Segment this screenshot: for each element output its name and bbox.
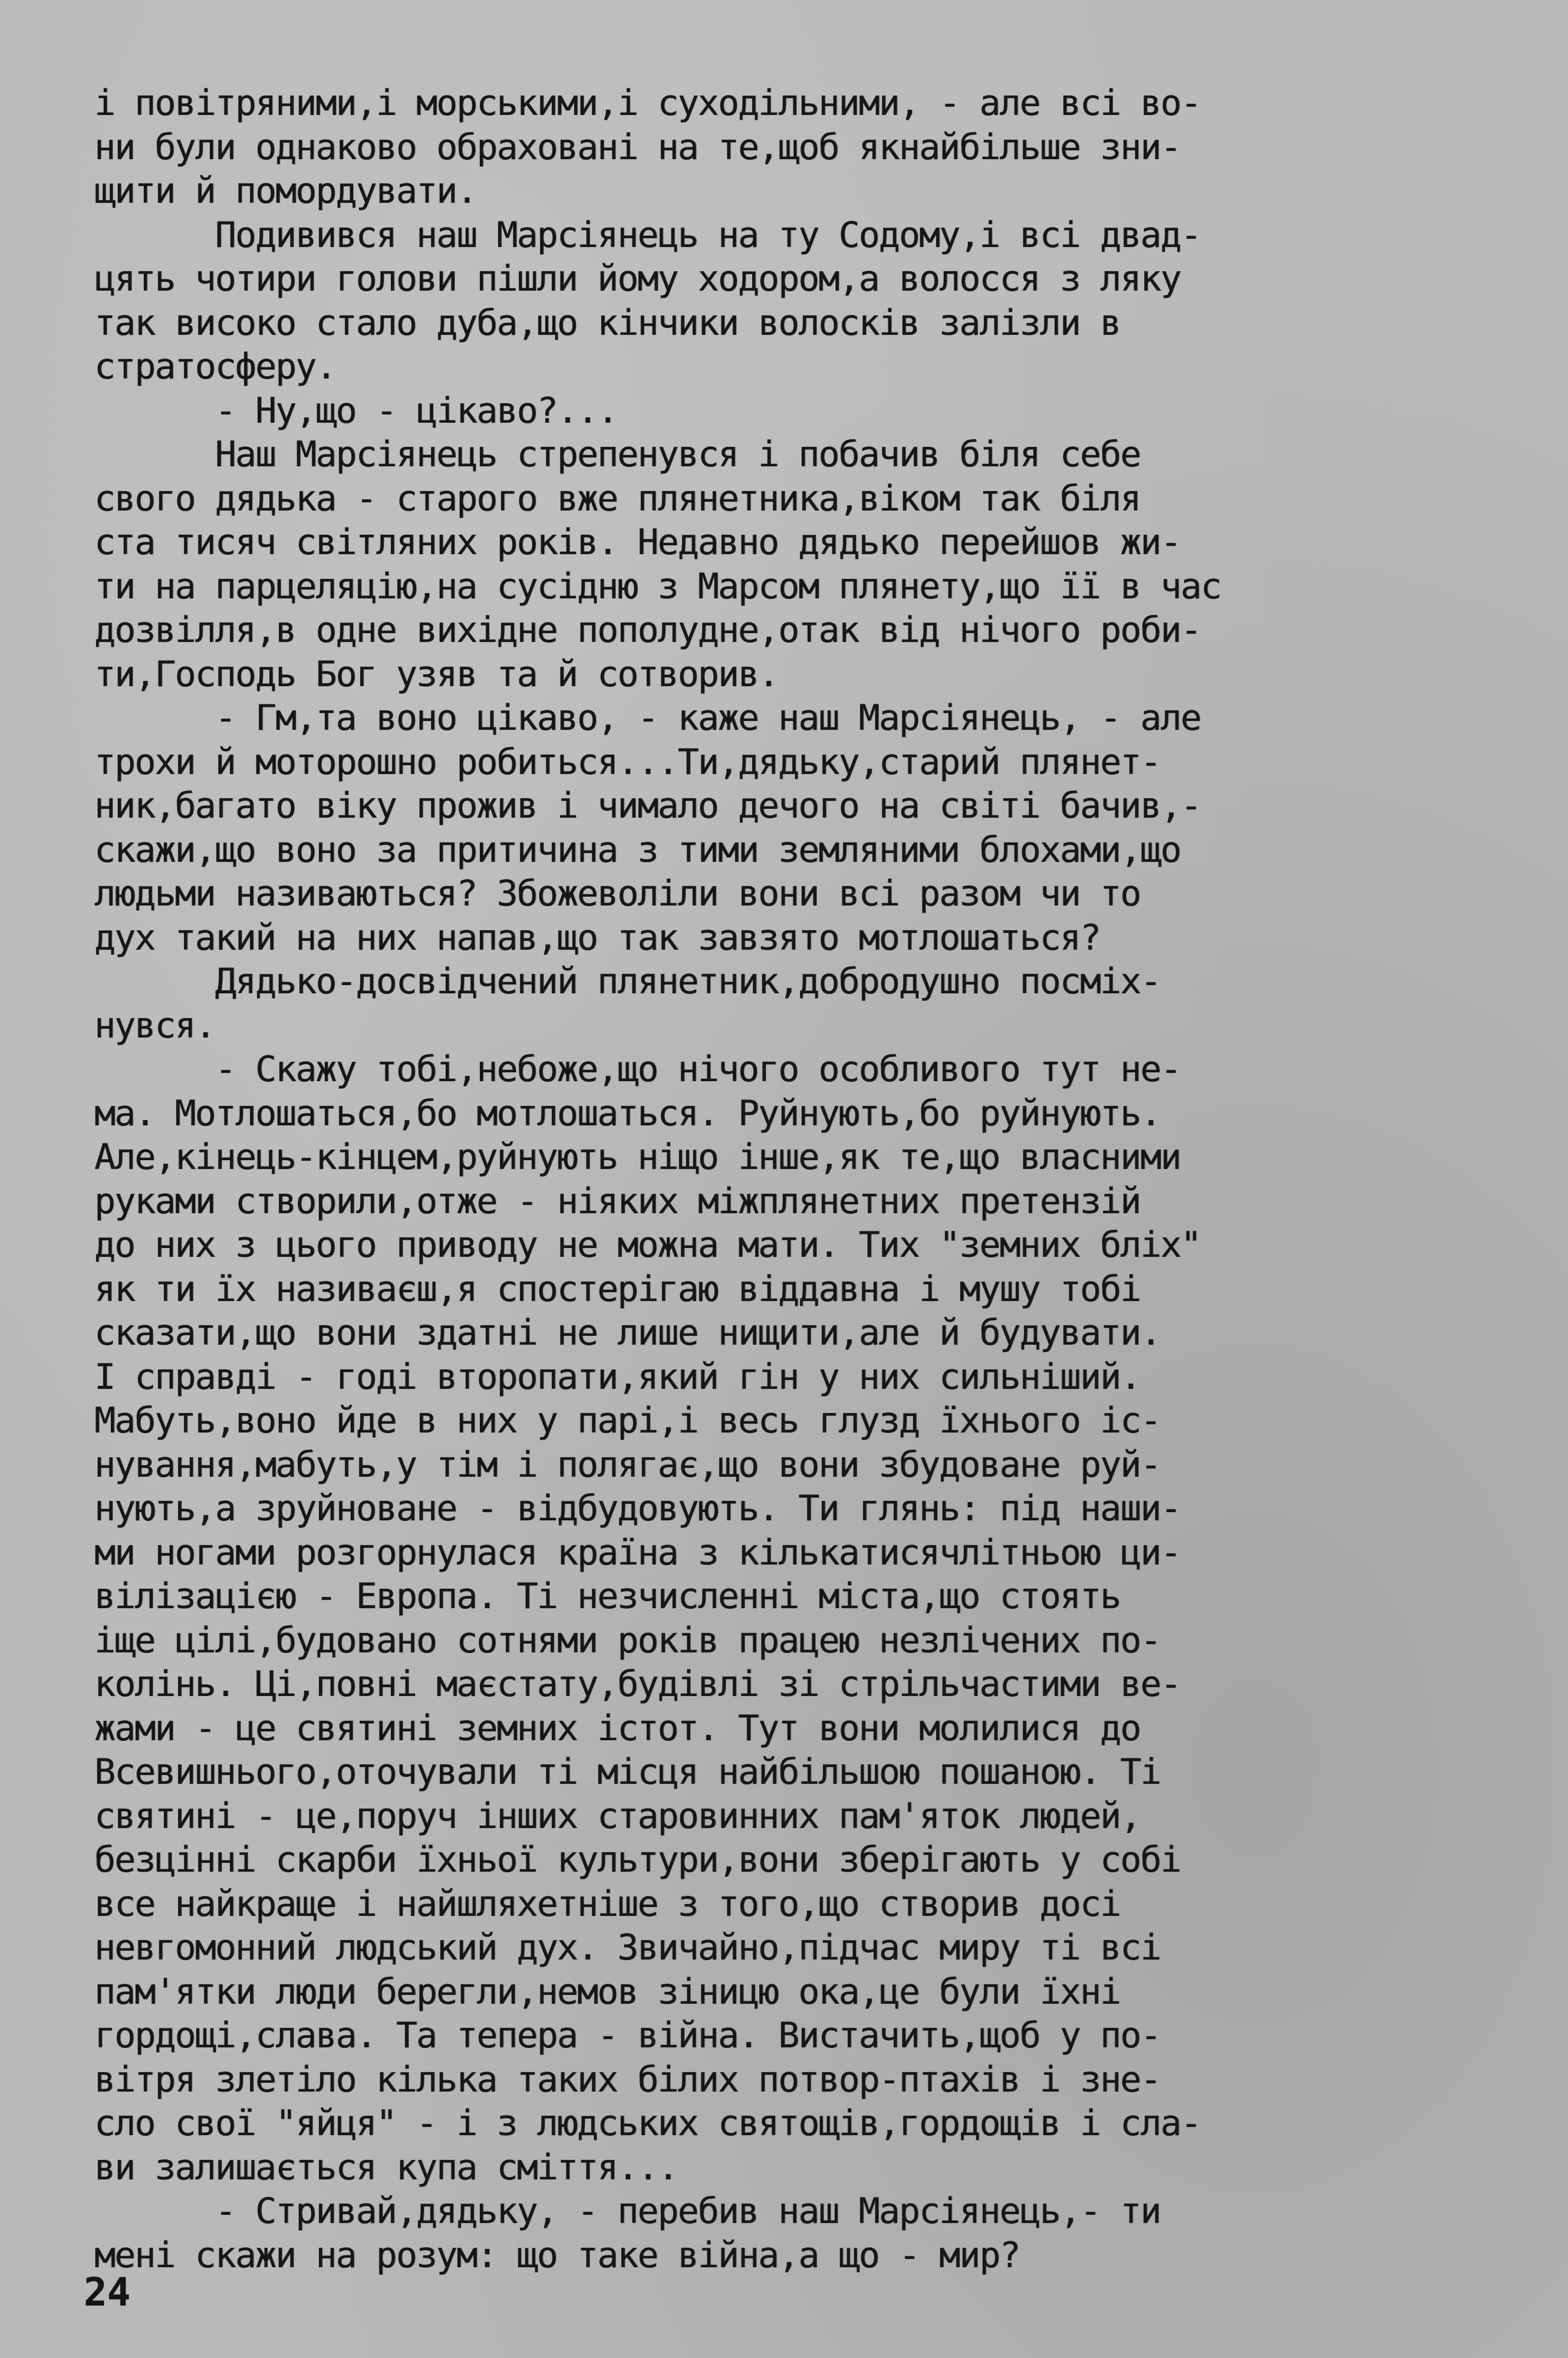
text-line: ник,багато віку прожив і чимало дечого на світі бачив,- xyxy=(94,785,1201,826)
text-line: безцінні скарби їхньої культури,вони зберігають у собі xyxy=(94,1839,1181,1881)
text-line: так високо стало дуба,що кінчики волосків залізли в xyxy=(94,302,1121,344)
text-line: дозвілля,в одне вихідне пополудне,отак від нічого роби- xyxy=(94,610,1201,651)
text-line: - Гм,та воно цікаво, - каже наш Марсіянець, - але xyxy=(94,697,1201,739)
text-line: нувся. xyxy=(94,1005,215,1046)
text-line: дух такий на них напав,що так завзято мотлошаться? xyxy=(94,917,1101,959)
text-line: людьми називаються? Збожеволіли вони всі разом чи то xyxy=(94,873,1141,914)
text-line: ма. Мотлошаться,бо мотлошаться. Руйнують,бо руйнують. xyxy=(94,1092,1161,1134)
text-line: святині - це,поруч інших старовинних пам'яток людей, xyxy=(94,1795,1141,1837)
text-line: вітря злетіло кілька таких білих потвор-птахів і зне- xyxy=(94,2059,1161,2100)
text-line: Наш Марсіянець стрепенувся і побачив біля себе xyxy=(94,434,1141,475)
text-line: Дядько-досвідчений плянетник,добродушно посміх- xyxy=(94,961,1161,1002)
text-line: іще цілі,будовано сотнями років працею незлічених по- xyxy=(94,1619,1161,1661)
text-line: свого дядька - старого вже плянетника,віком так біля xyxy=(94,477,1141,519)
text-line: жами - це святині земних істот. Тут вони молилися до xyxy=(94,1707,1141,1749)
text-line: все найкраще і найшляхетніше з того,що створив досі xyxy=(94,1883,1121,1925)
text-line: і повітряними,і морськими,і суходільними, - але всі во- xyxy=(94,83,1201,124)
text-line: ти,Господь Бог узяв та й сотворив. xyxy=(94,653,779,695)
text-line: нують,а зруйноване - відбудовують. Ти глянь: під наши- xyxy=(94,1488,1181,1529)
text-line: ви залишається купа сміття... xyxy=(94,2146,678,2188)
text-line: невгомонний людський дух. Звичайно,підчас миру ті всі xyxy=(94,1927,1161,1968)
text-line: сло свої "яйця" - і з людських святощів,гордощів і сла- xyxy=(94,2103,1201,2144)
text-line: Подивився наш Марсіянець на ту Содому,і всі двад- xyxy=(94,214,1201,256)
text-line: пам'ятки люди берегли,немов зіницю ока,це були їхні xyxy=(94,1971,1121,2013)
text-line: - Ну,що - цікаво?... xyxy=(94,390,618,432)
text-line: трохи й моторошно робиться...Ти,дядьку,старий плянет- xyxy=(94,741,1161,783)
text-line: як ти їх називаєш,я спостерігаю віддавна і мушу тобі xyxy=(94,1268,1141,1310)
text-line: вілізацією - Европа. Ті незчисленні міста,що стоять xyxy=(94,1576,1121,1617)
text-line: колінь. Ці,повні маєстату,будівлі зі стрільчастими ве- xyxy=(94,1664,1181,1705)
text-line: гордощі,слава. Та тепера - війна. Вистачить,щоб у по- xyxy=(94,2015,1161,2056)
text-line: ста тисяч світляних років. Недавно дядько перейшов жи- xyxy=(94,522,1181,563)
text-line: - Стривай,дядьку, - перебив наш Марсіянець,- ти xyxy=(94,2191,1161,2232)
text-line: сказати,що вони здатні не лише нищити,але й будувати. xyxy=(94,1312,1161,1353)
text-line: руками створили,отже - ніяких міжплянетних претензій xyxy=(94,1180,1141,1222)
text-line: Всевишнього,оточували ті місця найбільшою пошаною. Ті xyxy=(94,1751,1161,1793)
text-line: Але,кінець-кінцем,руйнують ніщо інше,як те,що власними xyxy=(94,1137,1181,1178)
text-line: до них з цього приводу не можна мати. Тих "земних бліх" xyxy=(94,1224,1201,1266)
text-line: цять чотири голови пішли йому ходором,а волосся з ляку xyxy=(94,258,1181,299)
page-number: 24 xyxy=(84,2270,131,2315)
text-line: мені скажи на розум: що таке війна,а що - мир? xyxy=(94,2234,1020,2276)
text-line: Мабуть,воно йде в них у парі,і весь глузд їхнього іс- xyxy=(94,1400,1161,1441)
text-line: ни були однаково обраховані на те,щоб якнайбільше зни- xyxy=(94,126,1181,168)
text-line: скажи,що воно за притичина з тими земляними блохами,що xyxy=(94,829,1181,871)
body-text xyxy=(94,81,1521,2277)
text-line: ми ногами розгорнулася країна з кількатисячлітньою ци- xyxy=(94,1532,1181,1573)
text-line: щити й помордувати. xyxy=(94,170,477,212)
text-line: нування,мабуть,у тім і полягає,що вони збудоване руй- xyxy=(94,1444,1161,1486)
text-line: ти на парцеляцію,на сусідню з Марсом плянету,що її в час xyxy=(94,565,1221,607)
text-line: І справді - годі второпати,який гін у них сильніший. xyxy=(94,1356,1141,1398)
text-line: - Скажу тобі,небоже,що нічого особливого тут не- xyxy=(94,1049,1181,1090)
text-line: стратосферу. xyxy=(94,346,336,387)
